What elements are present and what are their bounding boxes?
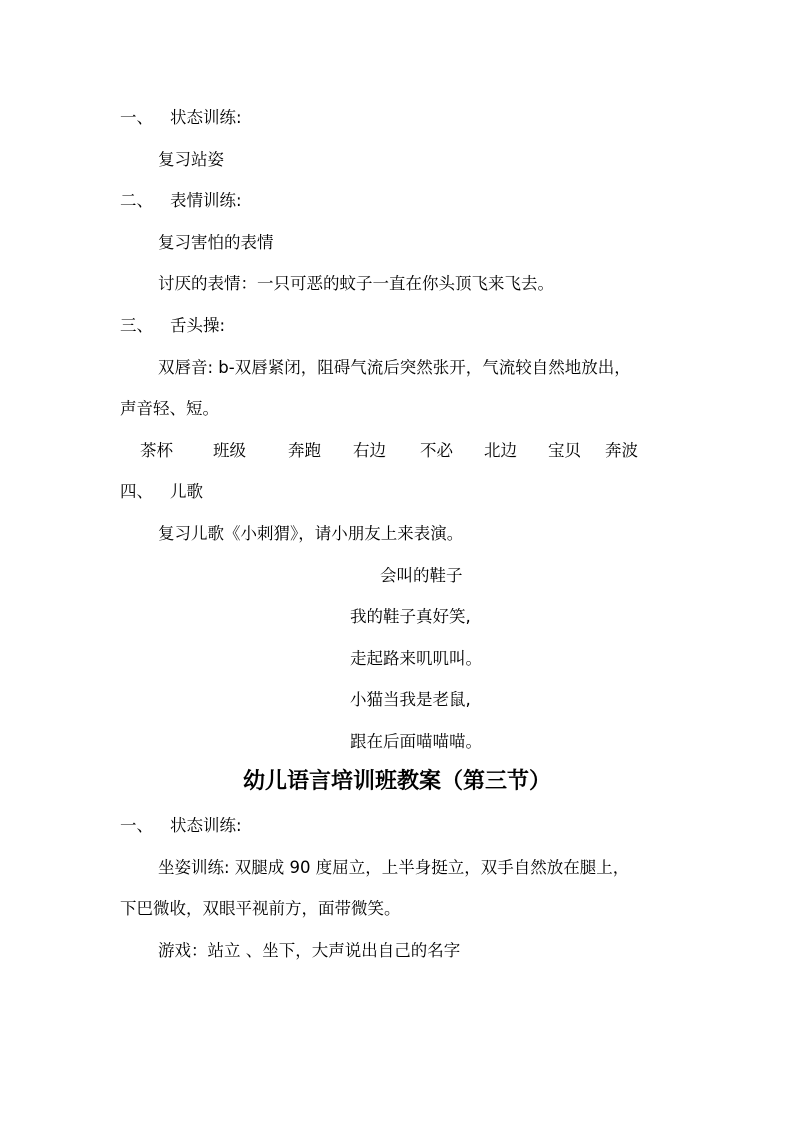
part2-section-1-heading: 一、 状态训练:	[120, 816, 242, 835]
word-item: 宝贝	[548, 441, 581, 460]
poem-line: 小猫当我是老鼠,	[350, 690, 471, 709]
practice-words	[0, 440, 794, 462]
poem-line: 跟在后面喵喵喵。	[350, 732, 482, 751]
lesson-heading: 幼儿语言培训班教案（第三节）	[242, 769, 551, 794]
section-3-line-2: 声音轻、短。	[120, 399, 219, 418]
section-2-heading: 二、 表情训练:	[120, 191, 242, 210]
section-2-item-1: 复习害怕的表情	[158, 233, 274, 252]
section-1-heading: 一、 状态训练:	[120, 108, 242, 127]
section-4-item: 复习儿歌《小刺猬》，请小朋友上来表演。	[158, 524, 464, 543]
poem-line: 走起路来叽叽叫。	[350, 649, 482, 668]
section-1-item: 复习站姿	[158, 150, 224, 169]
word-item: 北边	[484, 441, 517, 460]
section-2-item-2: 讨厌的表情：一只可恶的蚊子一直在你头顶飞来飞去。	[158, 274, 554, 293]
section-4-heading: 四、 儿歌	[120, 482, 203, 501]
word-item: 奔跑	[288, 441, 321, 460]
word-item: 右边	[353, 441, 386, 460]
word-item: 班级	[213, 441, 246, 460]
word-item: 奔波	[605, 441, 638, 460]
word-item: 茶杯	[140, 441, 173, 460]
word-item: 不必	[420, 441, 453, 460]
part2-line-2: 下巴微收，双眼平视前方，面带微笑。	[120, 899, 401, 918]
poem-line: 我的鞋子真好笑,	[350, 607, 471, 626]
part2-line-3: 游戏：站立 、坐下，大声说出自己的名字	[158, 941, 461, 960]
part2-line-1: 坐姿训练: 双腿成 90 度屈立，上半身挺立，双手自然放在腿上，	[158, 858, 630, 877]
section-3-heading: 三、 舌头操:	[120, 316, 226, 335]
poem-title: 会叫的鞋子	[380, 566, 463, 585]
section-3-line-1: 双唇音: b-双唇紧闭，阻碍气流后突然张开，气流较自然地放出，	[158, 358, 631, 377]
